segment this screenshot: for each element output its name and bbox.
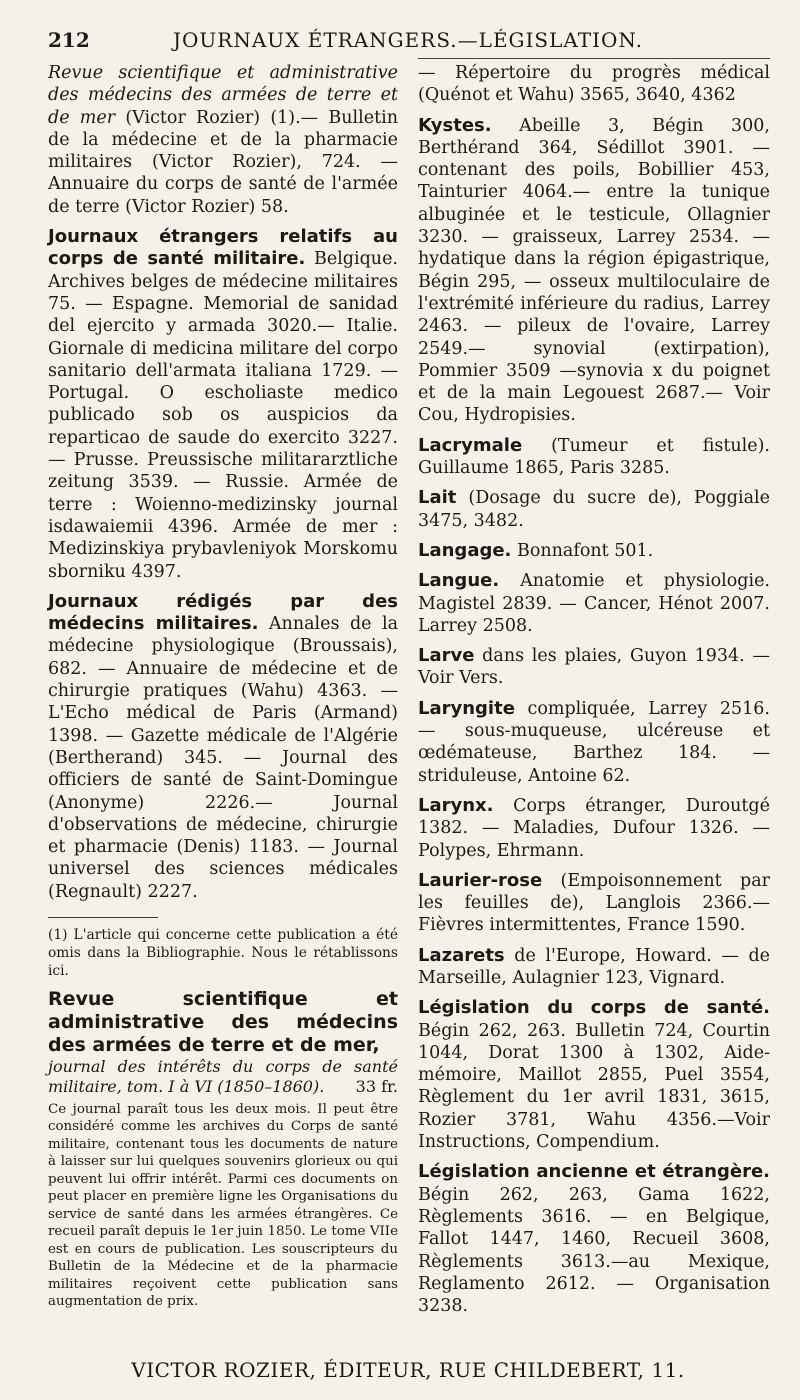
head-legislation: Législation du corps de santé. <box>418 997 770 1019</box>
head-langage: Langage. <box>418 539 512 561</box>
ad-subtitle: journal des intérêts du corps de santé militaire, tom. I à VI (1850–1860). <box>48 1056 398 1096</box>
head-laryngite: Laryngite <box>418 697 515 719</box>
entry-lacrymale <box>418 435 770 480</box>
running-head: JOURNAUX ÉTRANGERS.—LÉGISLATION. <box>173 28 643 52</box>
entry-legislation-ancienne <box>418 1161 770 1317</box>
head-kystes: Kystes. <box>418 114 492 136</box>
revue-body: (Victor Rozier) (1).— Bulletin de la médecine et de la pharmacie militaires (Victor Rozier), 724. — Annuaire du corps de santé de l'armée de terre (Victor Rozier) 58. <box>48 107 398 217</box>
entry-laryngite <box>418 698 770 787</box>
entry-lait <box>418 487 770 532</box>
body-laurier-rose: (Empoisonnement par les feuilles de), Langlois 2366.— Fièvres intermittentes, France 1590. <box>418 870 770 936</box>
body-larynx: Corps étranger, Duroutgé 1382. — Maladies, Dufour 1326. — Polypes, Ehrmann. <box>418 795 770 861</box>
entry-legislation <box>418 997 770 1153</box>
journaux-etrangers-entry <box>48 226 398 583</box>
journaux-etrangers-head: Journaux étrangers relatifs au corps de santé militaire. <box>48 226 398 270</box>
repertoire-entry: — Répertoire du progrès médical (Quénot et Wahu) 3565, 3640, 4362 <box>418 63 770 106</box>
body-legislation: Bégin 262, 263. Bulletin 724, Courtin 1044, Dorat 1300 à 1302, Aide-mémoire, Maillot 2855, Puel 3554, Règlement du 1er avril 1831, 3615, Rozier 3781, Wahu 4356.—Voir Instructions, Compendium. <box>418 1020 770 1153</box>
page-number: 212 <box>48 28 90 52</box>
ad-body: Ce journal paraît tous les deux mois. Il peut être considéré comme les archives du Corps de santé militaire, contenant tous les documents de nature à laisser sur lui quelques souvenirs glorieux ou qui peuvent lui offrir intérêt. Parmi ces documents on peut placer en première ligne les Organisations du service de santé dans les armées étrangères. Ce recueil paraît depuis le 1er juin 1850. Le tome VIIe est en cours de publication. Les souscripteurs du Bulletin de la Médecine et de la pharmacie militaires reçoivent cette publication sans augmentation de prix. <box>48 1101 398 1310</box>
body-langage: Bonnafont 501. <box>511 540 654 561</box>
revue-entry <box>48 62 398 218</box>
advertisement <box>48 988 398 1311</box>
ad-price: 33 fr. <box>355 1076 398 1096</box>
body-laryngite: compliquée, Larrey 2516. — sous-muqueuse, ulcéreuse et œdémateuse, Barthez 184. — striduleuse, Antoine 62. <box>418 698 770 786</box>
publisher-footer: VICTOR ROZIER, ÉDITEUR, RUE CHILDEBERT, 11. <box>131 1358 685 1382</box>
footnote-divider <box>48 917 158 918</box>
head-lacrymale: Lacrymale <box>418 434 523 456</box>
entry-larve <box>418 645 770 690</box>
journaux-etrangers-body: Belgique. Archives belges de médecine militaires 75. — Espagne. Memorial de sanidad del ejercito y armada 3020.— Italie. Giornale di medicina militare del corpo sanitario dell'armata italiana 1729. — Portugal. O escholiaste medico publicado sob os auspicios da reparticao de saude do exercito 3227. — Prusse. Preussische militararztliche zeitung 3539. — Russie. Armée de terre : Woienno-medizinsky journal isdawaiemii 4396. Armée de mer : Medizinskiya prybavleniyok Morskomu sborniku 4397. <box>48 249 398 582</box>
entry-langage <box>418 540 770 562</box>
entry-larynx <box>418 795 770 862</box>
journaux-rediges-head: Journaux rédigés par des médecins militaires. <box>48 590 398 635</box>
body-legislation-ancienne: Bégin 262, 263, Gama 1622, Règlements 3616. — en Belgique, Fallot 1447, 1460, Recueil 3608, Règlements 3613.—au Mexique, Reglamento 2612. — Organisation 3238. <box>418 1184 770 1317</box>
journaux-rediges-body: Annales de la médecine physiologique (Broussais), 682. — Annuaire de médecine et de chirurgie pratiques (Wahu) 4363. — L'Echo médical de Paris (Armand) 1398. — Gazette médicale de l'Algérie (Bertherand) 345. — Journal des officiers de santé de Saint-Domingue (Anonyme) 2226.— Journal d'observations de médecine, chirurgie et pharmacie (Denis) 1183. — Journal universel des sciences médicales (Regnault) 2227. <box>48 614 399 902</box>
ad-subtitle-row <box>48 1057 398 1097</box>
journaux-rediges-entry <box>48 591 398 903</box>
left-column <box>48 62 398 1311</box>
column-top-rule <box>418 58 770 59</box>
head-langue: Langue. <box>418 570 500 592</box>
head-legislation-ancienne: Législation ancienne et étrangère. <box>418 1161 770 1183</box>
body-larve: dans les plaies, Guyon 1934. — Voir Vers. <box>418 646 770 689</box>
head-larynx: Larynx. <box>418 794 494 816</box>
revue-title: Revue scientifique et administrative des médecins des armées de terre et de mer <box>48 63 398 128</box>
head-laurier-rose: Laurier-rose <box>418 869 543 891</box>
body-lacrymale: (Tumeur et fistule). Guillaume 1865, Paris 3285. <box>418 435 770 479</box>
head-lazarets: Lazarets <box>418 944 505 966</box>
right-column <box>418 62 770 1325</box>
page-header <box>48 18 768 56</box>
body-lazarets: de l'Europe, Howard. — de Marseille, Aulagnier 123, Vignard. <box>418 945 770 988</box>
footnote: (1) L'article qui concerne cette publication a été omis dans la Bibliographie. Nous le rétablissons ici. <box>48 926 398 979</box>
body-kystes: Abeille 3, Bégin 300, Berthérand 364, Sédillot 3901. — contenant des poils, Bobillier 453, Tainturier 4064.— entre la tunique albuginée et le testicule, Ollagnier 3230. — graisseux, Larrey 2534. — hydatique dans la région épigastrique, Bégin 295, — osseux multiloculaire de l'extrémité inférieure du radius, Larrey 2463. — pileux de l'ovaire, Larrey 2549.— synovial (extirpation), Pommier 3509 —synovia x du poignet et de la main Legouest 2687.— Voir Cou, Hydropisies. <box>418 115 770 426</box>
body-langue: Anatomie et physiologie. Magistel 2839. — Cancer, Hénot 2007. Larrey 2508. <box>418 571 770 636</box>
body-lait: (Dosage du sucre de), Poggiale 3475, 3482. <box>418 488 770 531</box>
head-lait: Lait <box>418 487 457 509</box>
head-larve: Larve <box>418 645 475 667</box>
entry-kystes <box>418 115 770 427</box>
entry-lazarets <box>418 945 770 990</box>
ad-title: Revue scientifique et administrative des médecins des armées de terre et de mer, <box>48 987 398 1056</box>
entry-langue <box>418 570 770 637</box>
entry-laurier-rose <box>418 870 770 937</box>
